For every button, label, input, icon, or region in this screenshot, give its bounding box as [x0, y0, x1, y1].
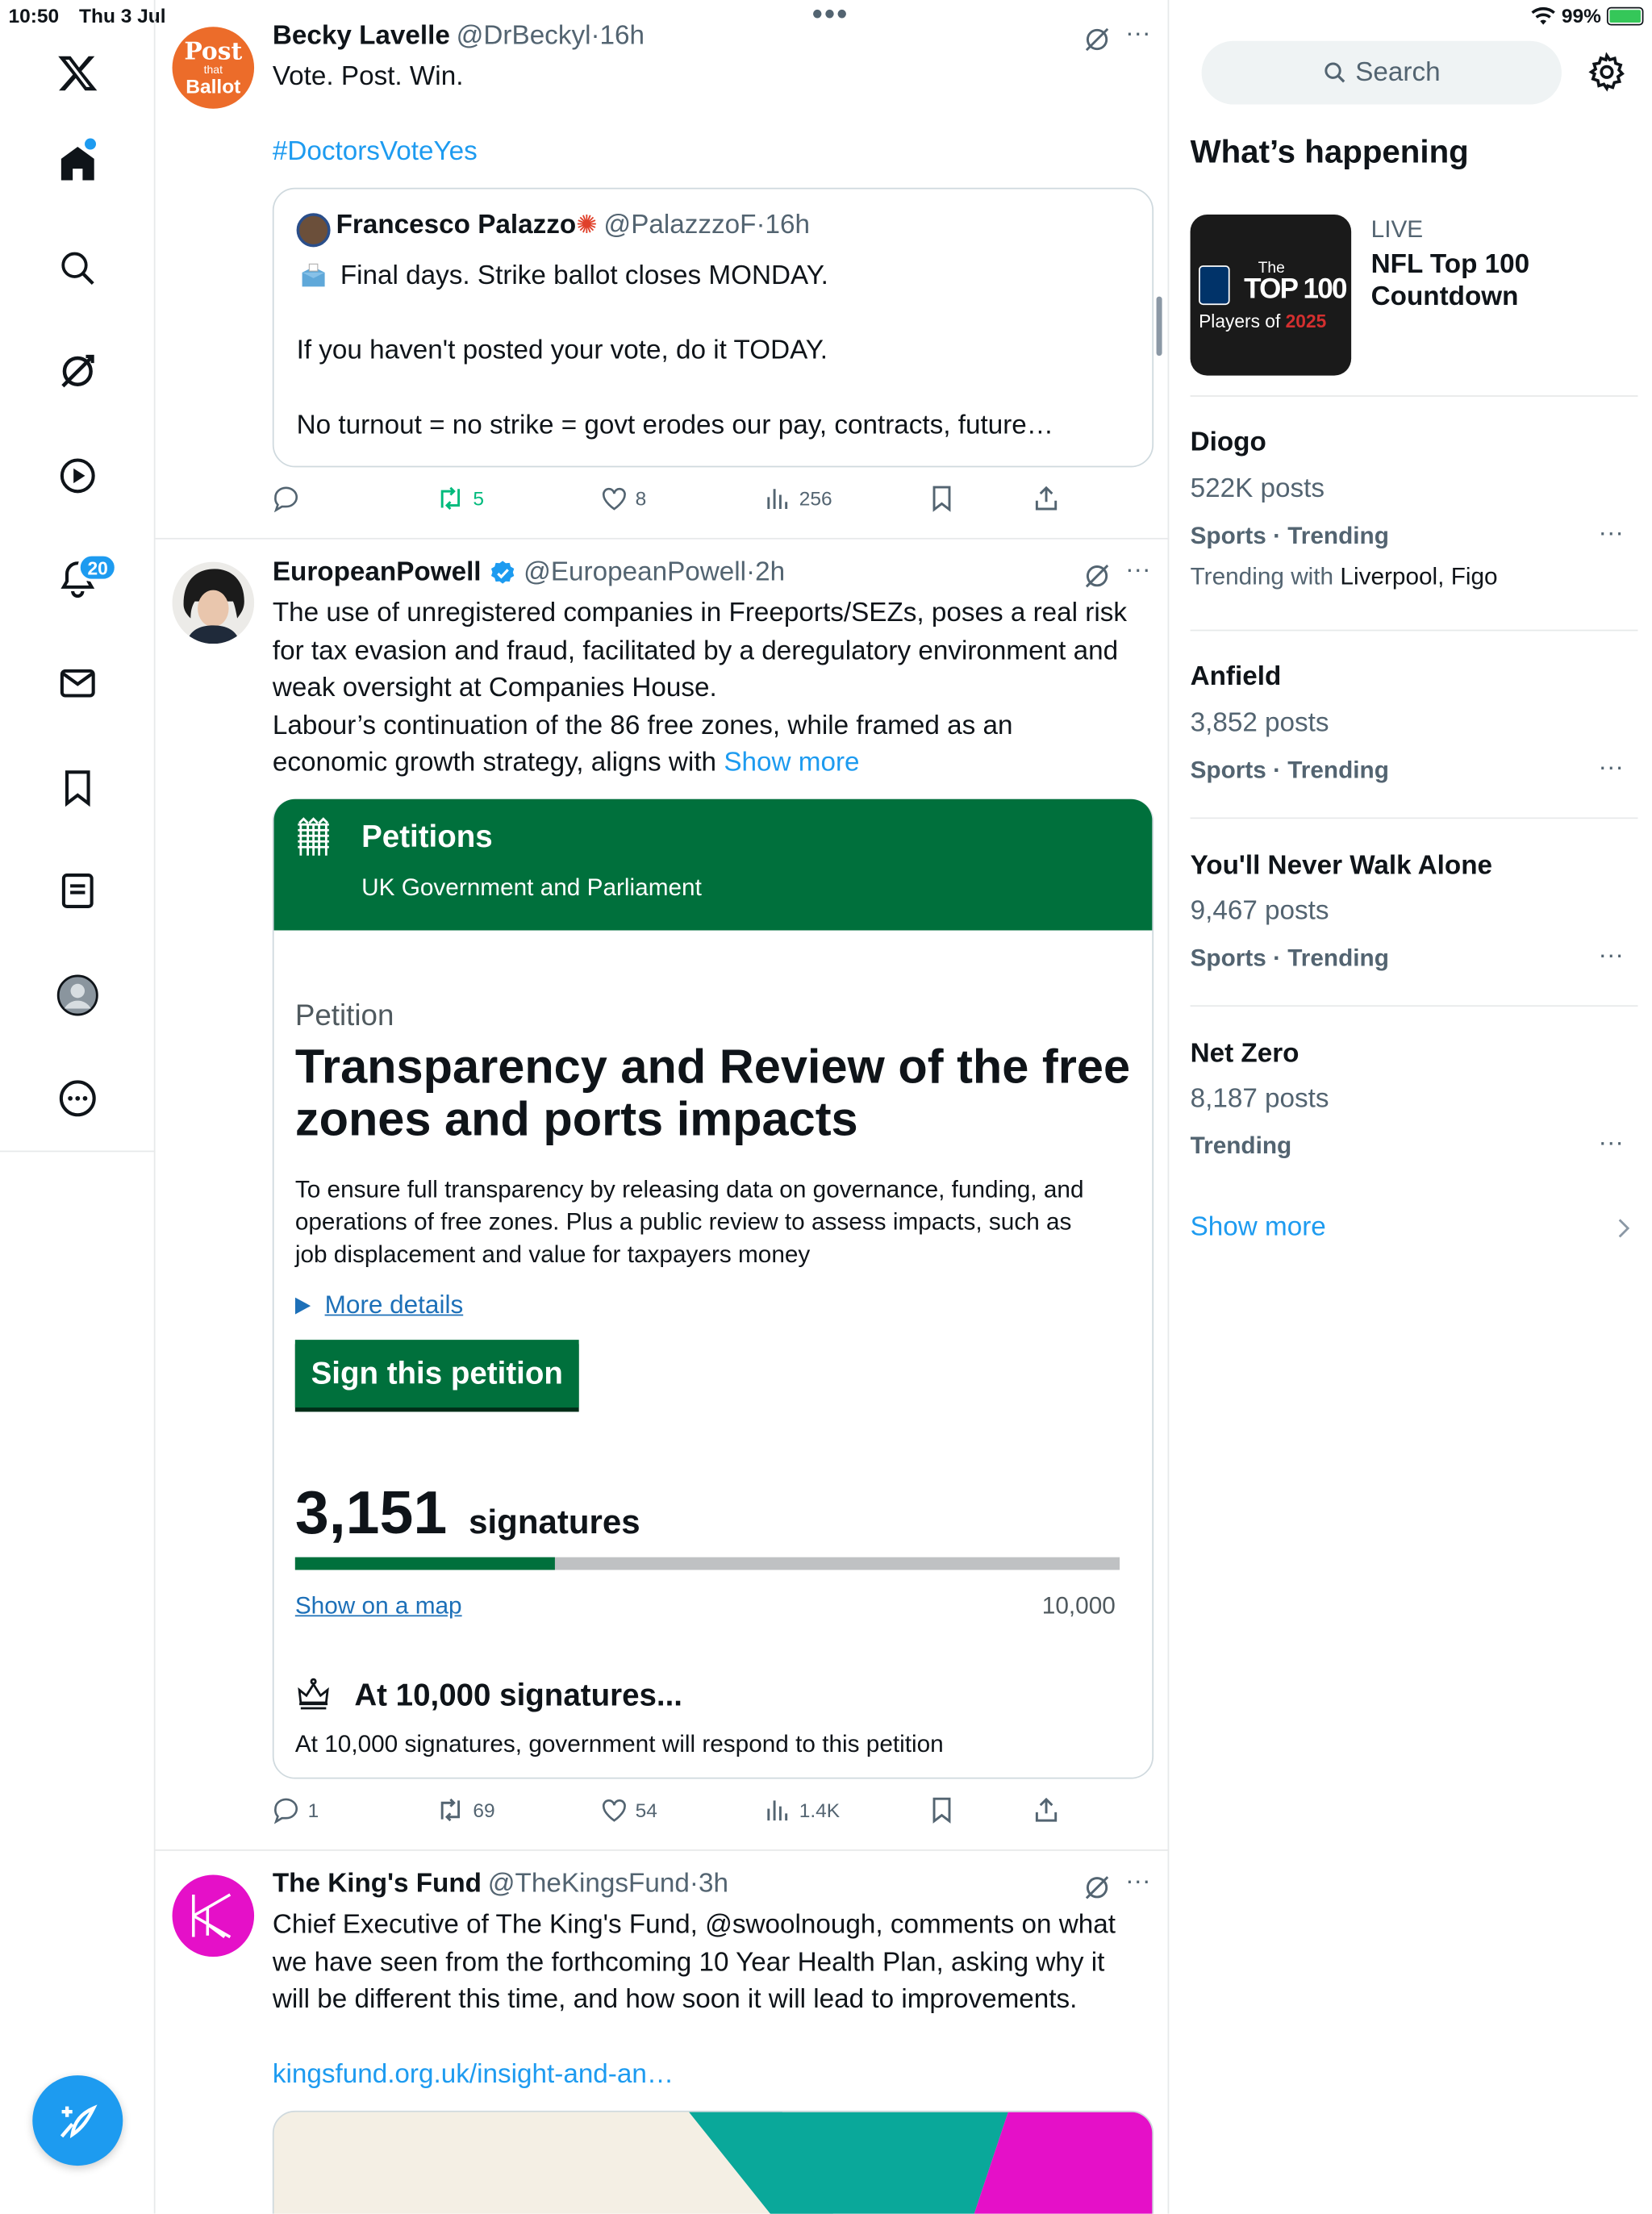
trend-category: Sports · Trending [1190, 522, 1389, 549]
author-handle[interactable]: @TheKingsFund [487, 1869, 690, 1899]
bookmark-button[interactable] [928, 1796, 956, 1824]
tweet-text-fragment: economic growth strategy, aligns with [272, 748, 717, 778]
trend-divider [1191, 817, 1638, 819]
tweet-text-line: Chief Executive of The King's Fund, @swoolnough, comments on what [272, 1910, 1116, 1941]
trend-category: Trending [1190, 1132, 1292, 1160]
tweet-time[interactable]: 16h [599, 21, 645, 52]
video-icon[interactable] [49, 448, 106, 504]
petition-label: Petition [294, 999, 394, 1032]
live-event-thumbnail[interactable] [1191, 215, 1352, 376]
milestone-title: At 10,000 signatures... [354, 1677, 683, 1713]
quote-line: If you haven't posted your vote, do it TODAY. [296, 336, 828, 366]
show-more-trends-link[interactable]: Show more [1190, 1212, 1326, 1243]
status-right [1530, 4, 1643, 27]
explore-search-icon[interactable] [49, 240, 106, 297]
trend-divider [1191, 630, 1638, 632]
trending-with-prefix: Trending with [1190, 563, 1334, 590]
live-title-line[interactable]: NFL Top 100 [1370, 249, 1530, 280]
quote-header [336, 211, 810, 242]
quote-author-name: Francesco Palazzo [336, 210, 577, 240]
tweet-text-line: weak oversight at Companies House. [272, 673, 717, 703]
live-title-line[interactable]: Countdown [1370, 282, 1519, 312]
trend-posts: 522K posts [1190, 474, 1325, 504]
search-icon [1323, 60, 1347, 85]
hashtag-link[interactable]: #DoctorsVoteYes [272, 136, 478, 167]
retweet-button[interactable] [435, 484, 484, 512]
separator-dot: · [590, 21, 600, 52]
like-button[interactable] [600, 1796, 657, 1824]
petition-title-line: Transparency and Review of the free [294, 1040, 1131, 1094]
trend-more-icon[interactable]: ··· [1598, 940, 1624, 969]
external-link[interactable]: kingsfund.org.uk/insight-and-an… [272, 2059, 674, 2090]
preview-graphic [274, 2112, 1153, 2214]
trending-with-terms[interactable]: Liverpool, Figo [1340, 563, 1498, 590]
tweet-avatar[interactable] [173, 1875, 255, 1958]
home-icon[interactable] [49, 136, 106, 192]
whats-happening-title: What’s happening [1190, 132, 1469, 170]
show-on-map-link[interactable]: Show on a map [294, 1592, 462, 1620]
grok-icon[interactable] [1083, 26, 1112, 54]
avatar-text-ballot: Ballot [186, 73, 241, 97]
ballot-box-emoji-icon [298, 261, 329, 290]
like-count: 54 [635, 1799, 657, 1822]
settings-gear-icon[interactable] [1587, 52, 1626, 92]
trend-posts: 3,852 posts [1190, 708, 1329, 739]
trend-category: Sports · Trending [1190, 757, 1389, 784]
signature-progress-bar [295, 1557, 1120, 1570]
thumb-players [1199, 311, 1326, 331]
like-count: 8 [635, 486, 647, 510]
separator-dot: · [746, 557, 756, 588]
grok-icon[interactable] [1083, 1874, 1112, 1902]
messages-envelope-icon[interactable] [49, 655, 106, 711]
petition-header-title: Petitions [361, 819, 493, 854]
scrollbar-thumb[interactable] [1157, 297, 1162, 356]
petition-title-line: zones and ports impacts [294, 1092, 858, 1147]
trend-category: Sports · Trending [1190, 944, 1389, 972]
battery-icon [1607, 6, 1644, 25]
more-details-link[interactable]: More details [324, 1290, 464, 1319]
chevron-right-icon[interactable] [1617, 1217, 1631, 1240]
quote-line: Final days. Strike ballot closes MONDAY. [340, 261, 828, 291]
signature-count: 3,151 [294, 1479, 448, 1548]
tweet-avatar[interactable] [173, 27, 255, 109]
petition-link-card[interactable] [273, 799, 1153, 1779]
petition-desc-line: job displacement and value for taxpayers money [294, 1240, 811, 1268]
retweet-button[interactable] [435, 1796, 495, 1824]
nfl-shield-icon [1199, 265, 1230, 305]
like-button[interactable] [600, 484, 646, 512]
milestone-text: At 10,000 signatures, government will respond to this petition [294, 1730, 944, 1758]
quote-avatar [297, 213, 331, 247]
search-input[interactable] [1202, 41, 1562, 105]
share-button[interactable] [1032, 484, 1061, 512]
wifi-icon [1530, 6, 1556, 25]
views-count: 256 [799, 486, 832, 510]
quote-author-handle: @PalazzzoF [603, 210, 757, 240]
retweet-count: 5 [473, 486, 485, 510]
views-count: 1.4K [799, 1799, 841, 1822]
tweet-header [273, 21, 645, 52]
tweet-more-icon[interactable]: ··· [1125, 554, 1151, 583]
author-name[interactable]: The King's Fund [272, 1869, 482, 1899]
crab-emoji-icon: ✺ [576, 210, 598, 239]
status-time: 10:50 [8, 4, 60, 27]
live-label: LIVE [1370, 215, 1424, 244]
trend-more-icon[interactable]: ··· [1598, 752, 1624, 781]
tweet-divider [156, 538, 1170, 540]
trend-more-icon[interactable]: ··· [1598, 1128, 1624, 1157]
home-unread-dot [85, 139, 96, 150]
thumb-players-text: Players of [1199, 311, 1281, 332]
x-logo-icon[interactable] [49, 45, 106, 102]
thumb-year: 2025 [1285, 311, 1327, 332]
tweet-text-line: Labour’s continuation of the 86 free zones, while framed as an [272, 711, 1013, 741]
tweet-time[interactable]: 2h [755, 557, 786, 588]
avatar-text-that: that [203, 62, 223, 76]
author-handle[interactable]: @EuropeanPowell [524, 557, 747, 588]
more-details-toggle[interactable] [295, 1290, 463, 1320]
reply-count: 1 [307, 1799, 319, 1822]
author-handle[interactable]: @DrBeckyl [456, 21, 591, 52]
bookmark-button[interactable] [928, 484, 956, 512]
signature-progress-fill [295, 1557, 555, 1570]
reply-button[interactable] [273, 1796, 319, 1824]
tweet-avatar[interactable] [173, 562, 255, 644]
signatures-label: signatures [469, 1503, 640, 1542]
sign-petition-button[interactable]: Sign this petition [295, 1340, 579, 1407]
signature-target: 10,000 [1041, 1592, 1116, 1620]
show-more-link[interactable]: Show more [724, 748, 860, 778]
trend-title[interactable]: Anfield [1190, 661, 1282, 692]
more-circle-icon[interactable] [49, 1070, 106, 1127]
tweet-header [273, 557, 785, 589]
status-date: Thu 3 Jul [79, 4, 166, 27]
triangle-right-icon [295, 1297, 311, 1314]
multitasking-dots-icon[interactable]: ••• [811, 0, 849, 31]
author-name[interactable]: EuropeanPowell [272, 557, 482, 588]
trend-divider [1191, 1005, 1638, 1007]
trend-divider [1191, 395, 1638, 397]
tweet-text-line [273, 745, 860, 782]
grok-icon[interactable] [49, 343, 106, 399]
author-name[interactable]: Becky Lavelle [272, 21, 450, 52]
petition-header-subtitle: UK Government and Parliament [361, 874, 702, 901]
retweet-count: 69 [473, 1799, 495, 1822]
lists-icon[interactable] [49, 862, 106, 919]
trend-posts: 9,467 posts [1190, 896, 1329, 927]
trend-title[interactable]: Net Zero [1190, 1039, 1299, 1069]
rail-divider [0, 1151, 156, 1153]
quote-line: No turnout = no strike = govt erodes our pay, contracts, future… [296, 411, 1054, 441]
notifications-badge: 20 [77, 553, 118, 582]
compose-post-button[interactable] [32, 2075, 123, 2166]
battery-percent: 99% [1561, 4, 1601, 27]
profile-avatar-icon[interactable] [49, 967, 106, 1024]
thumb-top100: TOP 100 [1244, 273, 1346, 306]
tweet-text-line: The use of unregistered companies in Freeports/SEZs, poses a real risk [272, 598, 1128, 628]
trending-with [1191, 563, 1498, 591]
quote-time: 16h [765, 210, 811, 240]
grok-icon[interactable] [1083, 562, 1112, 590]
trend-more-icon[interactable]: ··· [1598, 518, 1624, 547]
tweet-more-icon[interactable]: ··· [1125, 18, 1151, 47]
trend-title[interactable]: You'll Never Walk Alone [1190, 851, 1493, 882]
link-preview-image[interactable] [273, 2111, 1153, 2214]
tweet-divider [156, 1849, 1170, 1851]
share-button[interactable] [1032, 1796, 1061, 1824]
trend-posts: 8,187 posts [1190, 1084, 1329, 1115]
avatar-text-post: Post [184, 37, 243, 66]
tweet-header [273, 1870, 728, 1901]
portcullis-icon [294, 816, 333, 859]
tweet-text-line: will be different this time, and how soon it will lead to improvements. [272, 1985, 1078, 2015]
bookmarks-icon[interactable] [49, 760, 106, 816]
separator-dot: · [756, 210, 766, 240]
tweet-more-icon[interactable]: ··· [1125, 1866, 1151, 1895]
tweet-time[interactable]: 3h [698, 1869, 728, 1899]
tweet-text-line: for tax evasion and fraud, facilitated by a deregulatory environment and [272, 636, 1119, 667]
views-button[interactable] [764, 1796, 840, 1824]
search-placeholder: Search [1355, 56, 1441, 87]
separator-dot: · [689, 1869, 699, 1899]
views-button[interactable] [764, 484, 832, 512]
verified-badge-icon [488, 559, 516, 587]
tweet-text-line: we have seen from the forthcoming 10 Year Health Plan, asking why it [272, 1948, 1105, 1978]
reply-button[interactable] [273, 484, 308, 512]
petition-desc-line: operations of free zones. Plus a public review to assess impacts, such as [294, 1208, 1072, 1236]
crown-icon [295, 1677, 332, 1711]
trend-title[interactable]: Diogo [1190, 427, 1266, 458]
thumb-the: The [1258, 260, 1285, 277]
tweet-text: Vote. Post. Win. [272, 62, 464, 92]
petition-desc-line: To ensure full transparency by releasing data on governance, funding, and [294, 1176, 1084, 1203]
kingsfund-logo-icon [188, 1891, 239, 1941]
